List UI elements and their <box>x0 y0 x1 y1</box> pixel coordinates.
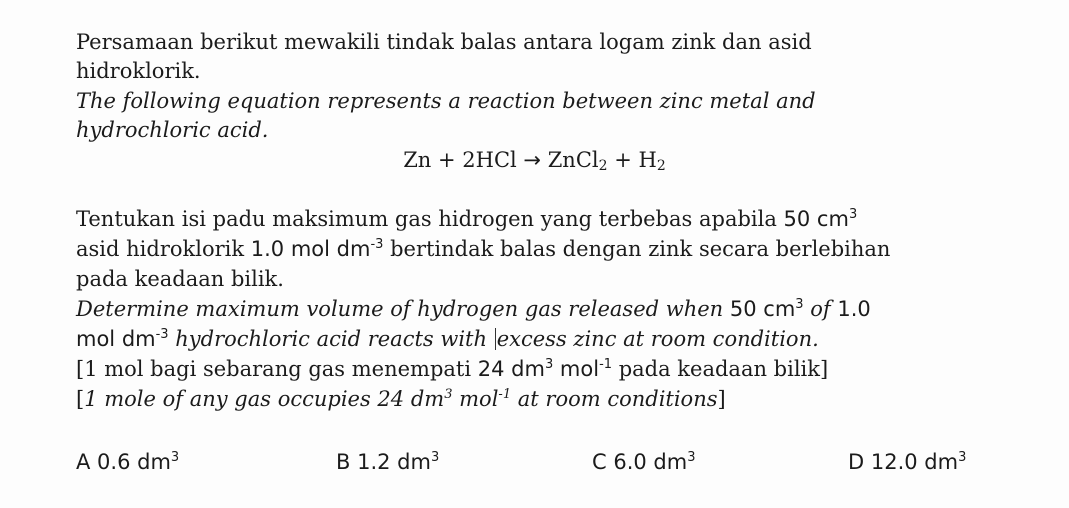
option-b[interactable] <box>336 448 439 476</box>
intro-english-line-1: The following equation represents a reaction between zinc metal and <box>76 89 816 113</box>
superscript: 3 <box>170 450 180 465</box>
intro-malay-line-2: hidroklorik. <box>76 59 201 83</box>
question-malay-text: bertindak balas dengan zink secara berlebihan <box>383 237 891 261</box>
acid-concentration: 1.0 mol dm <box>250 237 371 261</box>
superscript: 3 <box>687 450 696 465</box>
note-text: pada keadaan bilik] <box>612 357 829 381</box>
molar-volume-note-malay <box>76 355 828 383</box>
question-malay-line-2 <box>76 235 890 263</box>
superscript: -1 <box>498 387 512 402</box>
option-label: C 6.0 dm <box>592 450 688 474</box>
option-c[interactable] <box>592 448 695 476</box>
zncl2-subscript: 2 <box>598 158 608 174</box>
molar-volume-value: 24 dm <box>477 357 545 381</box>
equation-product-h2: H <box>638 148 657 172</box>
superscript: 3 <box>958 450 967 465</box>
question-english-text: hydrochloric acid reacts with <box>168 327 488 351</box>
question-english-text: of <box>803 297 838 321</box>
text-cursor-icon <box>495 328 496 350</box>
option-a[interactable] <box>76 448 179 476</box>
h2-subscript: 2 <box>656 158 666 174</box>
note-bracket: [ <box>76 387 85 411</box>
acid-volume: 50 cm <box>729 297 796 321</box>
superscript: -3 <box>155 327 169 342</box>
concentration-unit: mol dm <box>76 327 156 351</box>
intro-english-line-2: hydrochloric acid. <box>76 118 269 142</box>
note-text: at room conditions <box>511 387 718 411</box>
option-label: B 1.2 dm <box>336 450 431 474</box>
superscript: 3 <box>544 357 554 372</box>
acid-volume: 50 cm <box>783 207 849 231</box>
equation-product-zncl2: ZnCl <box>547 148 599 172</box>
superscript: 3 <box>430 450 440 465</box>
intro-malay-line-1: Persamaan berikut mewakili tindak balas antara logam zink dan asid <box>76 30 812 54</box>
question-malay-line-3: pada keadaan bilik. <box>76 267 284 291</box>
question-malay-text: Tentukan isi padu maksimum gas hidrogen yang terbebas apabila <box>76 207 784 231</box>
molar-volume-note-english <box>76 385 726 413</box>
equation-plus: + <box>614 148 632 172</box>
superscript: 3 <box>848 207 858 222</box>
option-d[interactable] <box>848 448 966 476</box>
superscript: 3 <box>795 297 804 312</box>
note-text: 1 mole of any gas occupies 24 dm <box>84 387 445 411</box>
acid-concentration-value: 1.0 <box>837 297 871 321</box>
question-malay-text: asid hidroklorik <box>76 237 251 261</box>
molar-volume-unit: mol <box>553 357 600 381</box>
option-label: A 0.6 dm <box>76 450 171 474</box>
question-malay-line-1 <box>76 205 857 233</box>
superscript: -3 <box>370 237 384 252</box>
note-text: [1 mol bagi sebarang gas menempati <box>76 357 478 381</box>
superscript: -1 <box>599 357 613 372</box>
equation-reactants: Zn + 2HCl <box>403 148 517 172</box>
question-english-line-1 <box>76 295 871 323</box>
question-english-text: excess zinc at room condition. <box>496 327 819 351</box>
question-english-line-2 <box>76 325 819 353</box>
superscript: 3 <box>444 387 453 402</box>
reaction-arrow: → <box>523 148 542 172</box>
question-english-text: Determine maximum volume of hydrogen gas released when <box>76 297 730 321</box>
note-unit: mol <box>452 387 499 411</box>
option-label: D 12.0 dm <box>848 450 959 474</box>
note-bracket: ] <box>717 387 726 411</box>
chemical-equation <box>0 146 1069 180</box>
